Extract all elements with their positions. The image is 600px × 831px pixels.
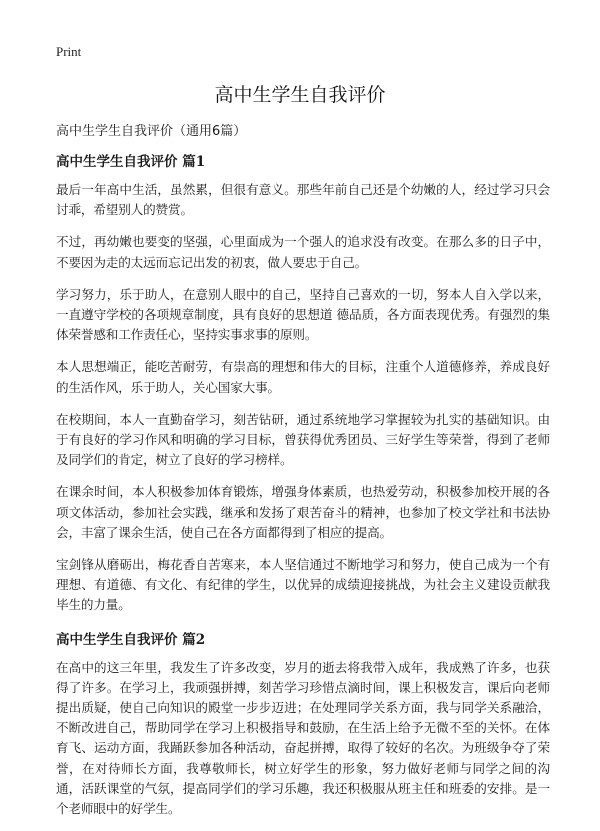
section-heading-1: 高中生学生自我评价 篇1 [56, 154, 206, 170]
paragraph: 在高中的这三年里，我发生了许多改变，岁月的逝去将我带入成年，我成熟了许多，也获得了许多。在学习上，我顽强拼搏，刻苦学习珍惜点滴时间，课上积极发言，课后向老师提出质疑，使自己向知识的殿堂一步步迈进；在处理同学关系方面，我与同学关系融洽，不断改进自己，帮助同学在学习上积极指导和鼓励，在生活上给予无微不至的关怀。在体育飞、运动方面，我踊跃参加各种活动，奋起拼搏，取得了较好的名次。为班级争夺了荣誉，在对待师长方面，我尊敬师长，树立好学生的形象，努力做好老师与同学之间的沟通，活跃课堂的气氛，提高同学们的学习乐趣，我还积极服从班主任和班委的安排。是一个老师眼中的好学生。 [56, 659, 550, 817]
paragraph: 在课余时间，本人积极参加体育锻炼，增强身体素质，也热爱劳动，积极参加校开展的各项文体活动，参加社会实践，继承和发扬了艰苦奋斗的精神，也参加了校文学社和书法协会，丰富了课余生活，使自己在各方面都得到了相应的提高。 [56, 484, 550, 540]
paragraph: 最后一年高中生活，虽然累，但很有意义。那些年前自己还是个幼嫩的人，经过学习只会讨乖，希望别人的赞赏。 [56, 182, 550, 218]
paragraph: 本人思想端正，能吃苦耐劳，有崇高的理想和伟大的目标，注重个人道德修养，养成良好的生活作风，乐于助人，关心国家大事。 [56, 359, 550, 395]
paragraph: 不过，再幼嫩也要变的坚强，心里面成为一个强人的追求没有改变。在那么多的日子中，不要因为走的太远而忘记出发的初衷，做人要忠于自己。 [56, 234, 550, 270]
document-body [56, 150, 550, 831]
paragraph: 学习努力，乐于助人，在意别人眼中的自己，坚持自己喜欢的一切，努本人自入学以来，一直遵守学校的各项规章制度，具有良好的思想道 德品质，各方面表现优秀。有强烈的集体荣誉感和工作责任心，坚持实事求事的原则。 [56, 286, 550, 343]
print-link[interactable]: Print [56, 44, 82, 59]
paragraph: 宝剑锋从磨砺出，梅花香自苦寒来，本人坚信通过不断地学习和努力，使自己成为一个有理想、有道德、有文化、有纪律的学生，以优异的成绩迎接挑战，为社会主义建设贡献我毕生的力量。 [56, 557, 550, 613]
document-subtitle: 高中生学生自我评价（通用6篇） [56, 124, 247, 139]
page-title: 高中生学生自我评价 [214, 84, 386, 106]
paragraph: 在校期间，本人一直勤奋学习，刻苦钻研，通过系统地学习掌握较为扎实的基础知识。由于有良好的学习作风和明确的学习目标，曾获得优秀团员、三好学生等荣誉，得到了老师及同学们的肯定，树立了良好的学习榜样。 [56, 411, 550, 468]
section-heading-2: 高中生学生自我评价 篇2 [56, 631, 206, 648]
